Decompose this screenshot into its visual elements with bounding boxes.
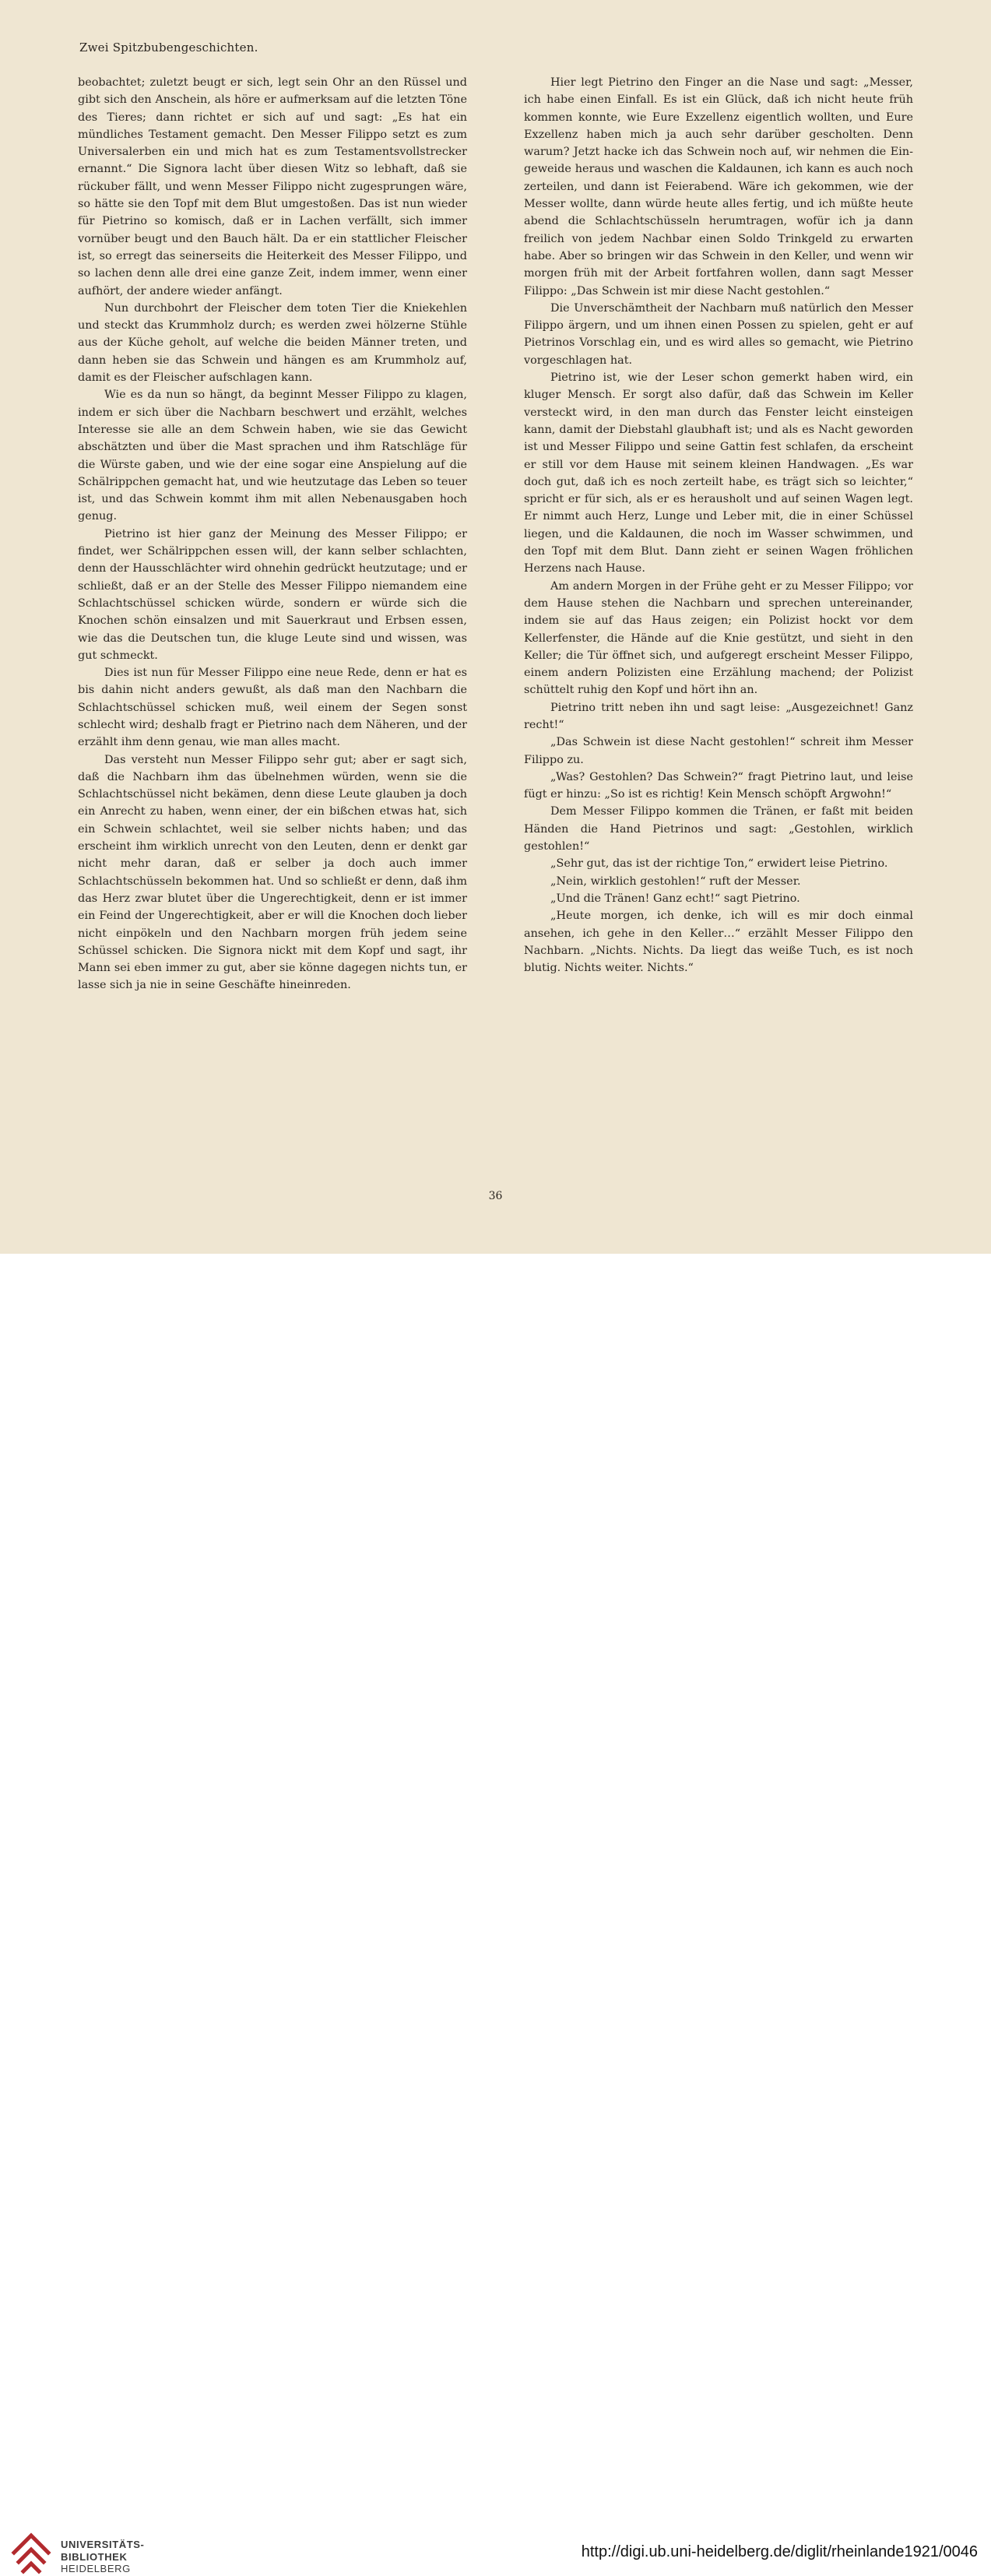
paragraph: „Nein, wirklich gestohlen!“ ruft der Messer. [550,875,801,888]
paragraph: Pietrino ist hier ganz der Meinung des Messer Filippo; er findet, wer Schälrippchen essen will, der kann selber schlachten, denn der Hausschlächter wird ohnehin gedrückt heutzutage; und er schließt, daß er an der Stelle des Messer Filippo niemandem eine Schlachtschüssel schicken würde, sondern er würde sich die Knochen schön einsalzen und mit Sauerkraut und Erbsen essen, wie das die Deutschen tun, die kluge Leute sind und wissen, was gut schmeckt. [78,527,467,662]
footer-bar [0,1254,991,2574]
library-logo-icon [9,2531,54,2576]
right-column [524,74,913,1164]
paragraph: Das versteht nun Messer Filippo sehr gut; aber er sagt sich, daß die Nachbarn ihm das übelnehmen würden, wenn sie die Schlachtschüssel nicht bekämen, denn diese Leute glauben ja doch ein Anrecht zu haben, wenn einer, der ein bißchen etwas hat, sich ein Schwein schlachtet, weil sie selber nichts haben; und das erscheint ihm wirklich unrecht von den Leuten, denn er denkt gar nicht mehr daran, daß er selber ja doch auch immer Schlachtschüsseln bekommen hat. Und so schließt er denn, daß ihm das Herz zwar blutet über die Ungerechtigkeit, denn er ist immer ein Feind der Ungerechtigkeit, aber er will die Knochen doch lieber nicht einpökeln und den Nachbarn morgen früh jedem seine Schüssel schicken. Die Signora nickt mit dem Kopf und sagt, ihr Mann sei eben immer zu gut, aber sie könne dagegen nichts tun, er lasse sich ja nie in seine Geschäfte hineinreden. [78,753,467,992]
paragraph: „Das Schwein ist diese Nacht gestohlen!“ schreit ihm Messer Filippo zu. [524,736,913,766]
paragraph: Hier legt Pietrino den Finger an die Nase und sagt: „Messer, ich habe einen Einfall. Es ist ein Glück, daß ich nicht heute früh kommen konnte, wie Eure Exzellenz eigentlich wollten, und Eure Exzellenz haben mich ja auch sehr darüber gescholten. Denn warum? Jetzt hacke ich das Schwein noch auf, wir nehmen die Eingeweide heraus und waschen die Kaldaunen, ich kann es auch noch zerteilen, und dann ist Feierabend. Wäre ich gekommen, wie der Messer wollte, dann würde heute alles fertig, und ich müßte heute abend die Schlachtschüsseln herumtragen, wofür ich ja dann freilich von jedem Nachbar einen Soldo Trinkgeld zu erwarten habe. Aber so bringen wir das Schwein in den Keller, und wenn wir morgen früh mit der Arbeit fortfahren wollen, dann sagt Messer Filippo: „Das Schwein ist mir diese Nacht gestohlen.“ [524,76,913,297]
paragraph: Am andern Morgen in der Frühe geht er zu Messer Filippo; vor dem Hause stehen die Nachbarn und sprechen untereinander, indem sie auf das Haus zeigen; ein Polizist hockt vor dem Kellerfenster, die Hände auf die Knie gestützt, und sieht in den Keller; die Tür öffnet sich, und aufgeregt erscheint Messer Filippo, einem andern Polizisten eine Erzählung machend; der Polizist schüttelt ruhig den Kopf und hört ihn an. [524,579,913,697]
paragraph: Die Unverschämtheit der Nachbarn muß natürlich den Messer Filippo ärgern, und um ihnen einen Possen zu spielen, geht er auf Pietrinos Vorschlag ein, und es wird alles so gemacht, wie Pietrino vorgeschlagen hat. [524,301,913,367]
library-name-line: UNIVERSITÄTS- [61,2539,145,2550]
left-column [78,74,467,1164]
paragraph: „Was? Gestohlen? Das Schwein?“ fragt Pietrino laut, und leise fügt er hinzu: „So ist es richtig! Kein Mensch schöpft Argwohn!“ [524,770,913,801]
library-name-line: BIBLIOTHEK [61,2550,128,2563]
paragraph: „Sehr gut, das ist der richtige Ton,“ erwidert leise Pietrino. [550,857,888,871]
paragraph: Nun durchbohrt der Fleischer dem toten Tier die Kniekehlen und steckt das Krummholz durch; es werden zwei hölzerne Stühle aus der Küche geholt, auf welche die beiden Männer treten, und dann heben sie das Schwein und hängen es am Krummholz auf, damit es der Fleischer aufschlagen kann. [78,301,467,385]
paragraph: Dies ist nun für Messer Filippo eine neue Rede, denn er hat es bis dahin nicht anders gewußt, als daß man den Nachbarn die Schlachtschüssel schicken muß, weil einem der Segen sonst schlecht wird; deshalb fragt er Pietrino nach dem Näheren, und der erzählt ihm denn genau, wie man alles macht. [78,667,467,749]
paragraph: Pietrino tritt neben ihn und sagt leise: „Ausgezeichnet! Ganz recht!“ [524,701,913,731]
paragraph: beobachtet; zuletzt beugt er sich, legt sein Ohr an den Rüssel und gibt sich den Anschein, als höre er aufmerksam auf die letzten Töne des Tieres; dann richtet er sich auf und sagt: „Es hat ein mündliches Testament gemacht. Den Messer Filippo setzt es zum Universalerben ein und mich hat es zum Testamentsvollstrecker ernannt.“ Die Signora lacht über diesen Witz so lebhaft, daß sie rückuber fällt, und wenn Messer Filippo nicht zugesprungen wäre, so hätte sie den Topf mit dem Blut umgestoßen. Das ist nun wieder für Pietrino so komisch, daß er in Lachen verfällt, sich immer vornüber beugt und den Bauch hält. Da er ein stattlicher Fleischer ist, so erregt das seinerseits die Heiterkeit des Messer Filippo, und so lachen denn alle drei eine ganze Zeit, indem immer, wenn einer aufhört, der andere wieder anfängt. [78,76,467,297]
paragraph: „Heute morgen, ich denke, ich will es mir doch einmal ansehen, ich gehe in den Keller…“ erzählt Messer Filippo den Nachbarn. „Nichts. Nichts. Da liegt das weiße Tuch, es ist noch blutig. Nichts weiter. Nichts.“ [524,910,913,975]
paragraph: „Und die Tränen! Ganz echt!“ sagt Pietrino. [550,892,800,905]
page-number: 36 [488,1190,503,1202]
permalink-url[interactable]: http://digi.ub.uni-heidelberg.de/diglit/rheinlande1921/0046 [581,2543,978,2560]
paragraph: Wie es da nun so hängt, da beginnt Messer Filippo zu klagen, indem er sich über die Nachbarn beschwert und erzählt, welches Interesse sie alle an dem Schwein haben, wie sie das Gewicht abschätzten und über die Mast sprachen und ihm Ratschläge für die Würste gaben, und wie der eine sogar eine Anspielung auf die Schälrippchen gemacht hat, und wie heutzutage das Leben so teuer ist, und das Schwein kommt ihm mit allen Nebenausgaben hoch genug. [78,389,467,523]
library-name [61,2539,144,2575]
running-head: Zwei Spitzbubengeschichten. [79,40,258,55]
library-name-line: HEIDELBERG [61,2563,131,2574]
paragraph: Pietrino ist, wie der Leser schon gemerkt haben wird, ein kluger Mensch. Er sorgt also dafür, daß das Schwein im Keller versteckt wird, in den man durch das Fenster leicht einsteigen kann, damit der Diebstahl glaubhaft ist; und als es Nacht geworden ist und Messer Filippo und seine Gattin fest schlafen, da erscheint er still vor dem Hause mit seinem kleinen Handwagen. „Es war doch gut, daß ich es noch zerteilt habe, es trägt sich so leichter,“ spricht er für sich, als er es herausholt und auf seinen Wagen legt. Er nimmt auch Herz, Lunge und Leber mit, die in einer Schüssel liegen, und die Kaldaunen, die noch im Wasser schwimmen, und den Topf mit dem Blut. Dann zieht er seinen Wagen fröhlichen Herzens nach Hause. [524,371,913,575]
paragraph: Dem Messer Filippo kommen die Tränen, er faßt mit beiden Händen die Hand Pietrinos und sagt: „Gestohlen, wirklich gestohlen!“ [524,805,913,853]
scanned-page [0,0,991,1254]
